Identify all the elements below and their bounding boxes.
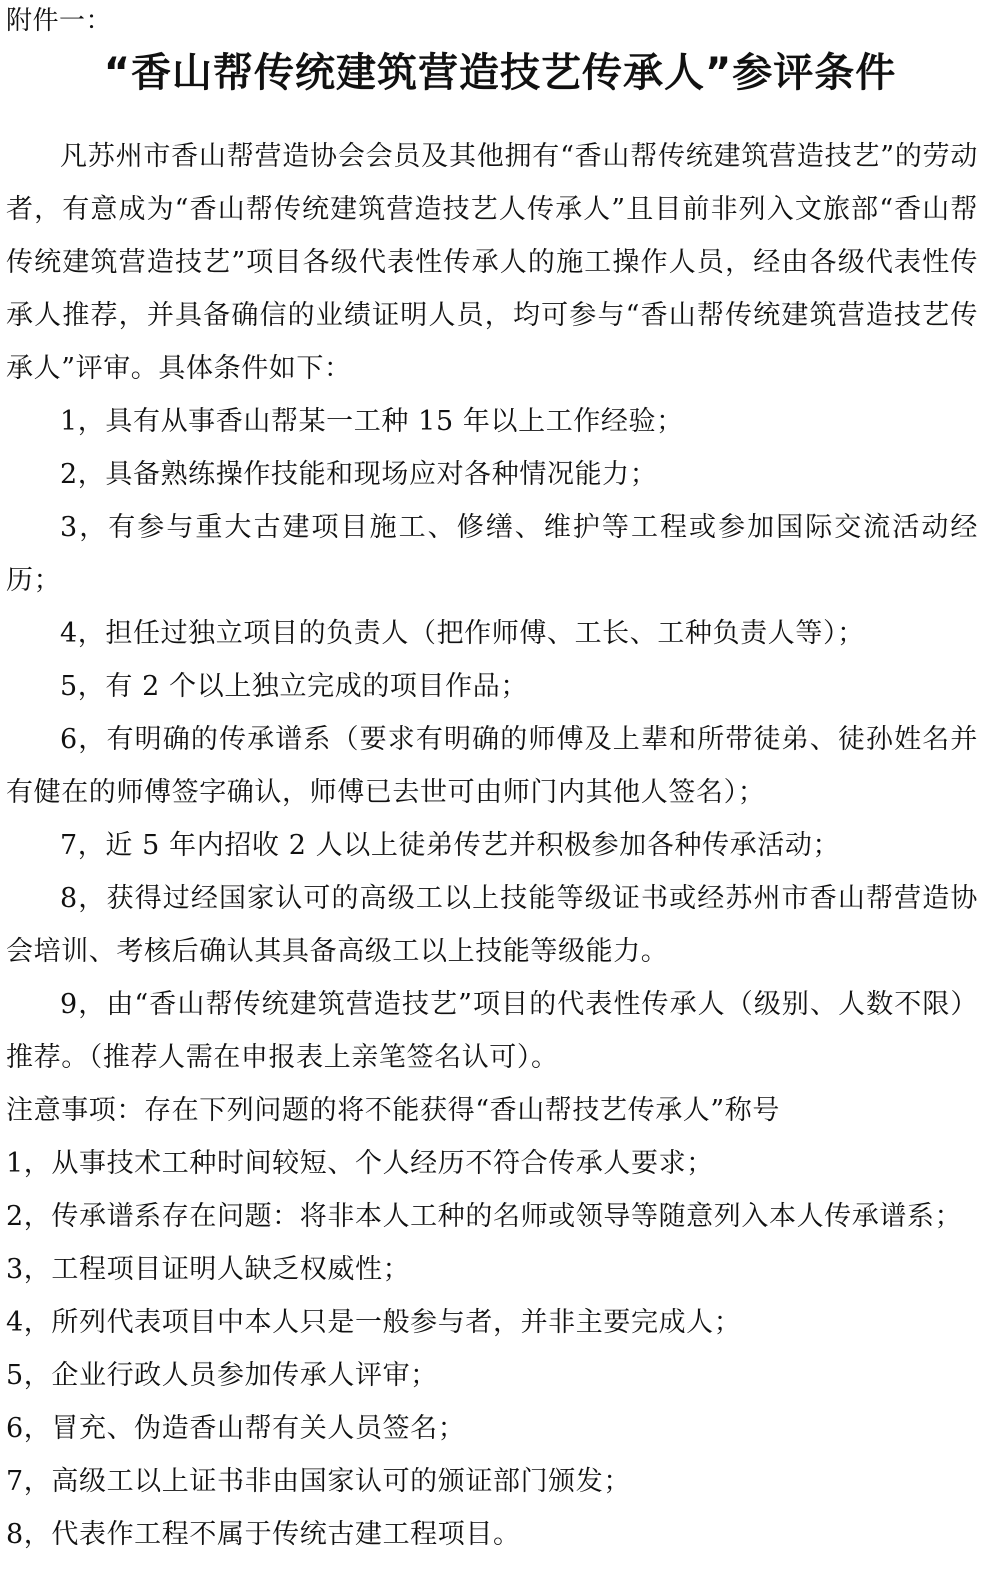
condition-item: 2，具备熟练操作技能和现场应对各种情况能力；: [60, 459, 658, 490]
condition-item: 5，有 2 个以上独立完成的项目作品；: [60, 671, 528, 702]
document-title: “香山帮传统建筑营造技艺传承人”参评条件: [103, 50, 897, 96]
condition-item: 3，有参与重大古建项目施工、修缮、维护等工程或参加国际交流活动经历；: [6, 512, 978, 596]
note-item: 6，冒充、伪造香山帮有关人员签名；: [6, 1413, 466, 1444]
notes-heading: 注意事项：存在下列问题的将不能获得“香山帮技艺传承人”称号: [6, 1095, 781, 1126]
condition-item: 1，具有从事香山帮某一工种 15 年以上工作经验；: [60, 406, 684, 437]
intro-paragraph: 凡苏州市香山帮营造协会会员及其他拥有“香山帮传统建筑营造技艺”的劳动者，有意成为“香山帮传统建筑营造技艺人传承人”且目前非列入文旅部“香山帮传统建筑营造技艺”项目各级代表性传承人的施工操作人员，经由各级代表性传承人推荐，并具备确信的业绩证明人员，均可参与“香山帮传统建筑营造技艺传承人”评审。具体条件如下：: [6, 141, 978, 384]
note-item: 2，传承谱系存在问题：将非本人工种的名师或领导等随意列入本人传承谱系；: [6, 1201, 963, 1232]
condition-item: 6，有明确的传承谱系（要求有明确的师傅及上辈和所带徒弟、徒孙姓名并有健在的师傅签字确认，师傅已去世可由师门内其他人签名）；: [6, 724, 978, 808]
note-item: 3，工程项目证明人缺乏权威性；: [6, 1254, 411, 1285]
note-item: 4，所列代表项目中本人只是一般参与者，并非主要完成人；: [6, 1307, 742, 1338]
attachment-label: 附件一：: [6, 6, 113, 36]
notes-list: [6, 1137, 978, 1561]
document-body: [6, 130, 978, 1561]
note-item: 1，从事技术工种时间较短、个人经历不符合传承人要求；: [6, 1148, 714, 1179]
condition-item: 4，担任过独立项目的负责人（把作师傅、工长、工种负责人等）；: [60, 618, 865, 649]
condition-item: 8，获得过经国家认可的高级工以上技能等级证书或经苏州市香山帮营造协会培训、考核后确认其具备高级工以上技能等级能力。: [6, 883, 978, 967]
note-item: 7，高级工以上证书非由国家认可的颁证部门颁发；: [6, 1466, 631, 1497]
condition-item: 7，近 5 年内招收 2 人以上徒弟传艺并积极参加各种传承活动；: [60, 830, 841, 861]
note-item: 8，代表作工程不属于传统古建工程项目。: [6, 1519, 521, 1550]
condition-item: 9，由“香山帮传统建筑营造技艺”项目的代表性传承人（级别、人数不限）推荐。（推荐人需在申报表上亲笔签名认可）。: [6, 989, 978, 1073]
note-item: 5，企业行政人员参加传承人评审；: [6, 1360, 438, 1391]
conditions-list: [6, 395, 978, 1084]
